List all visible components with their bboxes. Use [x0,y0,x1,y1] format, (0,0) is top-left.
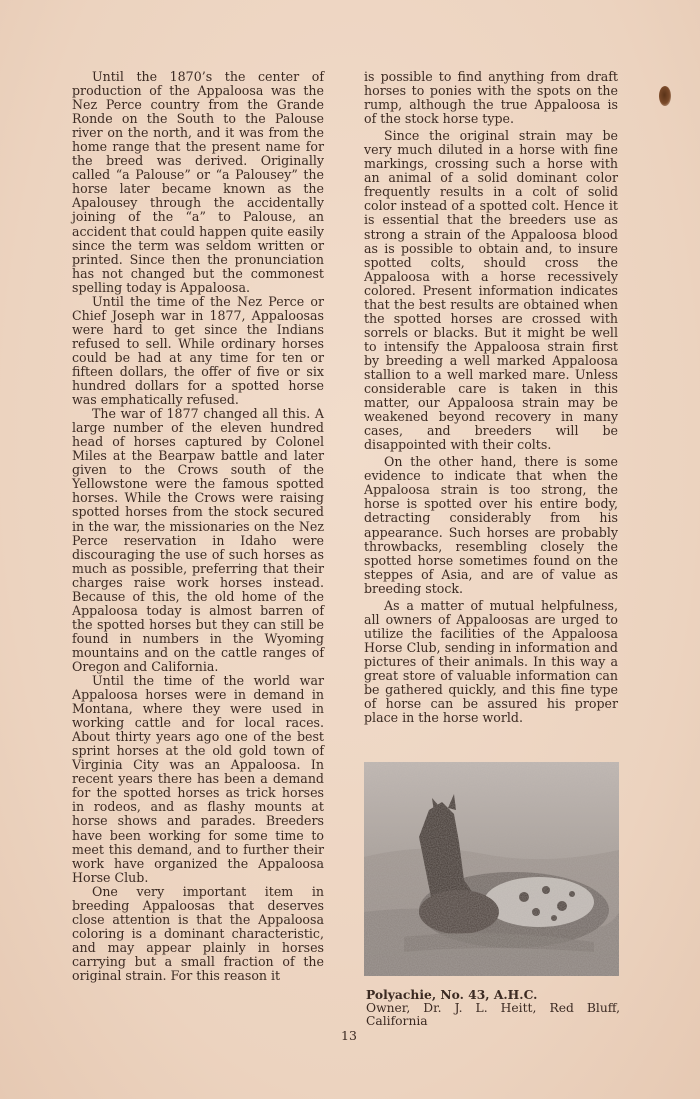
paragraph-continuation: is possible to find anything from draft horses to ponies with the spots on the rump, although the true Appaloosa is of the stock horse type. [364,69,618,127]
left-column [72,70,324,983]
paragraph-chief-joseph-war: Until the time of the Nez Perce or Chief Joseph war in 1877, Appaloosas were hard to get since the Indians refused to sell. While ordinary horses could be had at any time for ten or fifteen dollars, the offer of five or six hundred dollars for a spotted horse was emphatically refused. [72,293,324,408]
paragraph-war-of-1877: The war of 1877 changed all this. A large number of the eleven hundred head of horses captured by Colonel Miles at the Bearpaw battle and later given to the Crows south of the Yellowstone were the famous spotted horses. While the Crows were raising spotted horses from the stock secured in the war, the missionaries on the Nez Perce reservation in Idaho were discouraging the use of such horses as much as possible, preferring that their charges raise work horses instead. Because of this, the old home of the Appaloosa today is almost barren of the spotted horses but they can still be found in numbers in the Wyoming mountains and on the cattle ranges of Oregon and California. [72,406,324,674]
paragraph-original-strain: Since the original strain may be very much diluted in a horse with fine markings, crossing such a horse with an animal of a solid dominant color frequently results in a colt of solid color instead of a spotted colt. Hence it is essential that the breeders use as strong a strain of the Appaloosa blood as is possible to obtain and, to insure spotted colts, should cross the Appaloosa with a horse recessively colored. Present information indicates that the best results are obtained when the spotted horses are crossed with sorrels or blacks. But it might be well to intensify the Appaloosa strain first by breeding a well marked Appaloosa stallion to a well marked mare. Unless considerable care is taken in this matter, our Appaloosa strain may be weakened beyond recovery in many cases, and breeders will be disappointed with their colts. [364,128,618,453]
horse-photo-image [364,762,619,976]
paragraph-other-hand: On the other hand, there is some evidence to indicate that when the Appaloosa strain is too strong, the horse is spotted over his entire body, detracting considerably from his appearance. Such horses are probably throwbacks, resembling closely the spotted horse sometimes found on the steppes of Asia, and are of value as breeding stock. [364,454,618,596]
paragraph-world-war: Until the time of the world war Appaloosa horses were in demand in Montana, where they were used in working cattle and for local races. About thirty years ago one of the best sprint horses at the old gold town of Virginia City was an Appaloosa. In recent years there has been a demand for the spotted horses as trick horses in rodeos, and as flashy mounts at horse shows and parades. Breeders have been working for some time to meet this demand, and to further their work have organized the Appaloosa Horse Club. [72,673,324,885]
horse-photo [364,762,619,976]
paragraph-breeding-item: One very important item in breeding Appaloosas that deserves close attention is that the Appaloosa coloring is a dominant characteristic, and may appear plainly in horses carrying but a small fraction of the original strain. For this reason it [72,883,324,983]
caption-horse-name: Polyachie, No. 43, A.H.C. [366,987,538,1002]
photo-caption [366,988,620,1029]
paragraph-name-origin: Until the 1870’s the center of production of the Appaloosa was the Nez Perce country from the Grande Ronde on the South to the Palouse river on the north, and it was from the home range that the present name for the breed was derived. Originally called “a Palouse” or “a Palousey” the horse later became known as the Apalousey through the accidentally joining of the “a” to Palouse, an accident that could happen quite easily since the term was seldom written or printed. Since then the pronunciation has not changed but the commonest spelling today is Appaloosa. [72,69,324,295]
page-number: 13 [341,1028,357,1043]
paragraph-mutual-helpfulness: As a matter of mutual helpfulness, all owners of Appaloosas are urged to utilize the facilities of the Appaloosa Horse Club, sending in information and pictures of their animals. In this way a great store of valuable information can be gathered quickly, and this fine type of horse can be assured his proper place in the horse world. [364,597,618,726]
paper-stain [659,86,671,106]
right-column [364,70,618,725]
caption-owner: Owner, Dr. J. L. Heitt, Red Bluff, California [366,1000,620,1028]
